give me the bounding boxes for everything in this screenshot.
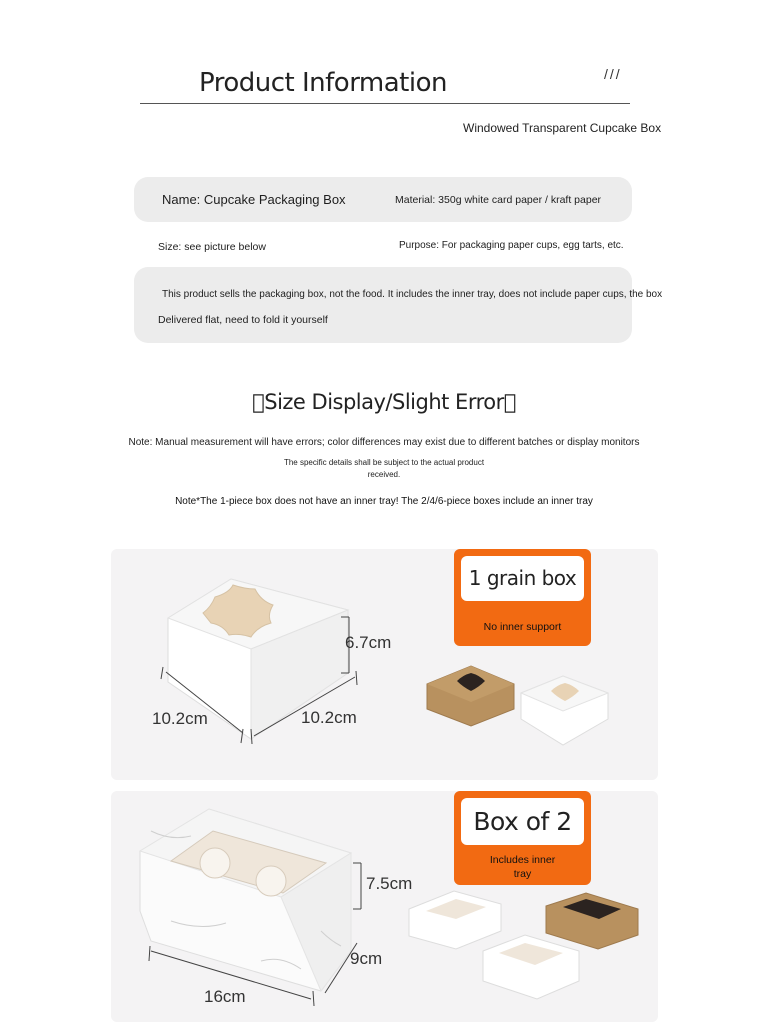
box2-badge-title: Box of 2 [461, 798, 584, 845]
page-subtitle: Windowed Transparent Cupcake Box [463, 121, 662, 135]
product-note-line1: This product sells the packaging box, not the food. It includes the inner tray, does not include paper cups, the box [162, 289, 663, 300]
box1-height-label: 6.7cm [345, 633, 392, 652]
box2-badge [454, 791, 591, 885]
size-note-inner-tray: Note*The 1-piece box does not have an inner tray! The 2/4/6-piece boxes include an inner tray [175, 496, 593, 507]
box2-length-label: 16cm [204, 987, 246, 1006]
page-title: Product Information [199, 68, 447, 98]
header-divider [140, 103, 630, 104]
product-material: Material: 350g white card paper / kraft paper [395, 194, 602, 206]
info-pill-notes [134, 267, 632, 343]
size-note-details-line1: The specific details shall be subject to the actual product [283, 458, 485, 467]
box2-badge-note-line1: Includes inner [489, 854, 556, 866]
product-note-line2: Delivered flat, need to fold it yourself [158, 314, 328, 326]
size-note-details-line2: received. [367, 470, 401, 479]
box1-badge-note: No inner support [483, 621, 562, 633]
box1-badge-title: 1 grain box [461, 556, 584, 601]
decorative-slashes: /// [604, 66, 622, 82]
box1-badge [454, 549, 591, 646]
box1-width-label: 10.2cm [301, 708, 357, 727]
product-purpose: Purpose: For packaging paper cups, egg tarts, etc. [399, 240, 624, 251]
size-note-errors: Note: Manual measurement will have errors; color differences may exist due to different batches or display monitors [128, 437, 640, 448]
product-size: Size: see picture below [158, 241, 266, 253]
size-section-title:  Size Display/Slight Error  [252, 390, 516, 414]
box2-badge-note-line2: tray [513, 868, 532, 880]
box2-depth-label: 9cm [350, 949, 383, 968]
box1-depth-label: 10.2cm [152, 709, 208, 728]
box2-height-label: 7.5cm [366, 874, 413, 893]
product-name: Name: Cupcake Packaging Box [162, 192, 346, 207]
